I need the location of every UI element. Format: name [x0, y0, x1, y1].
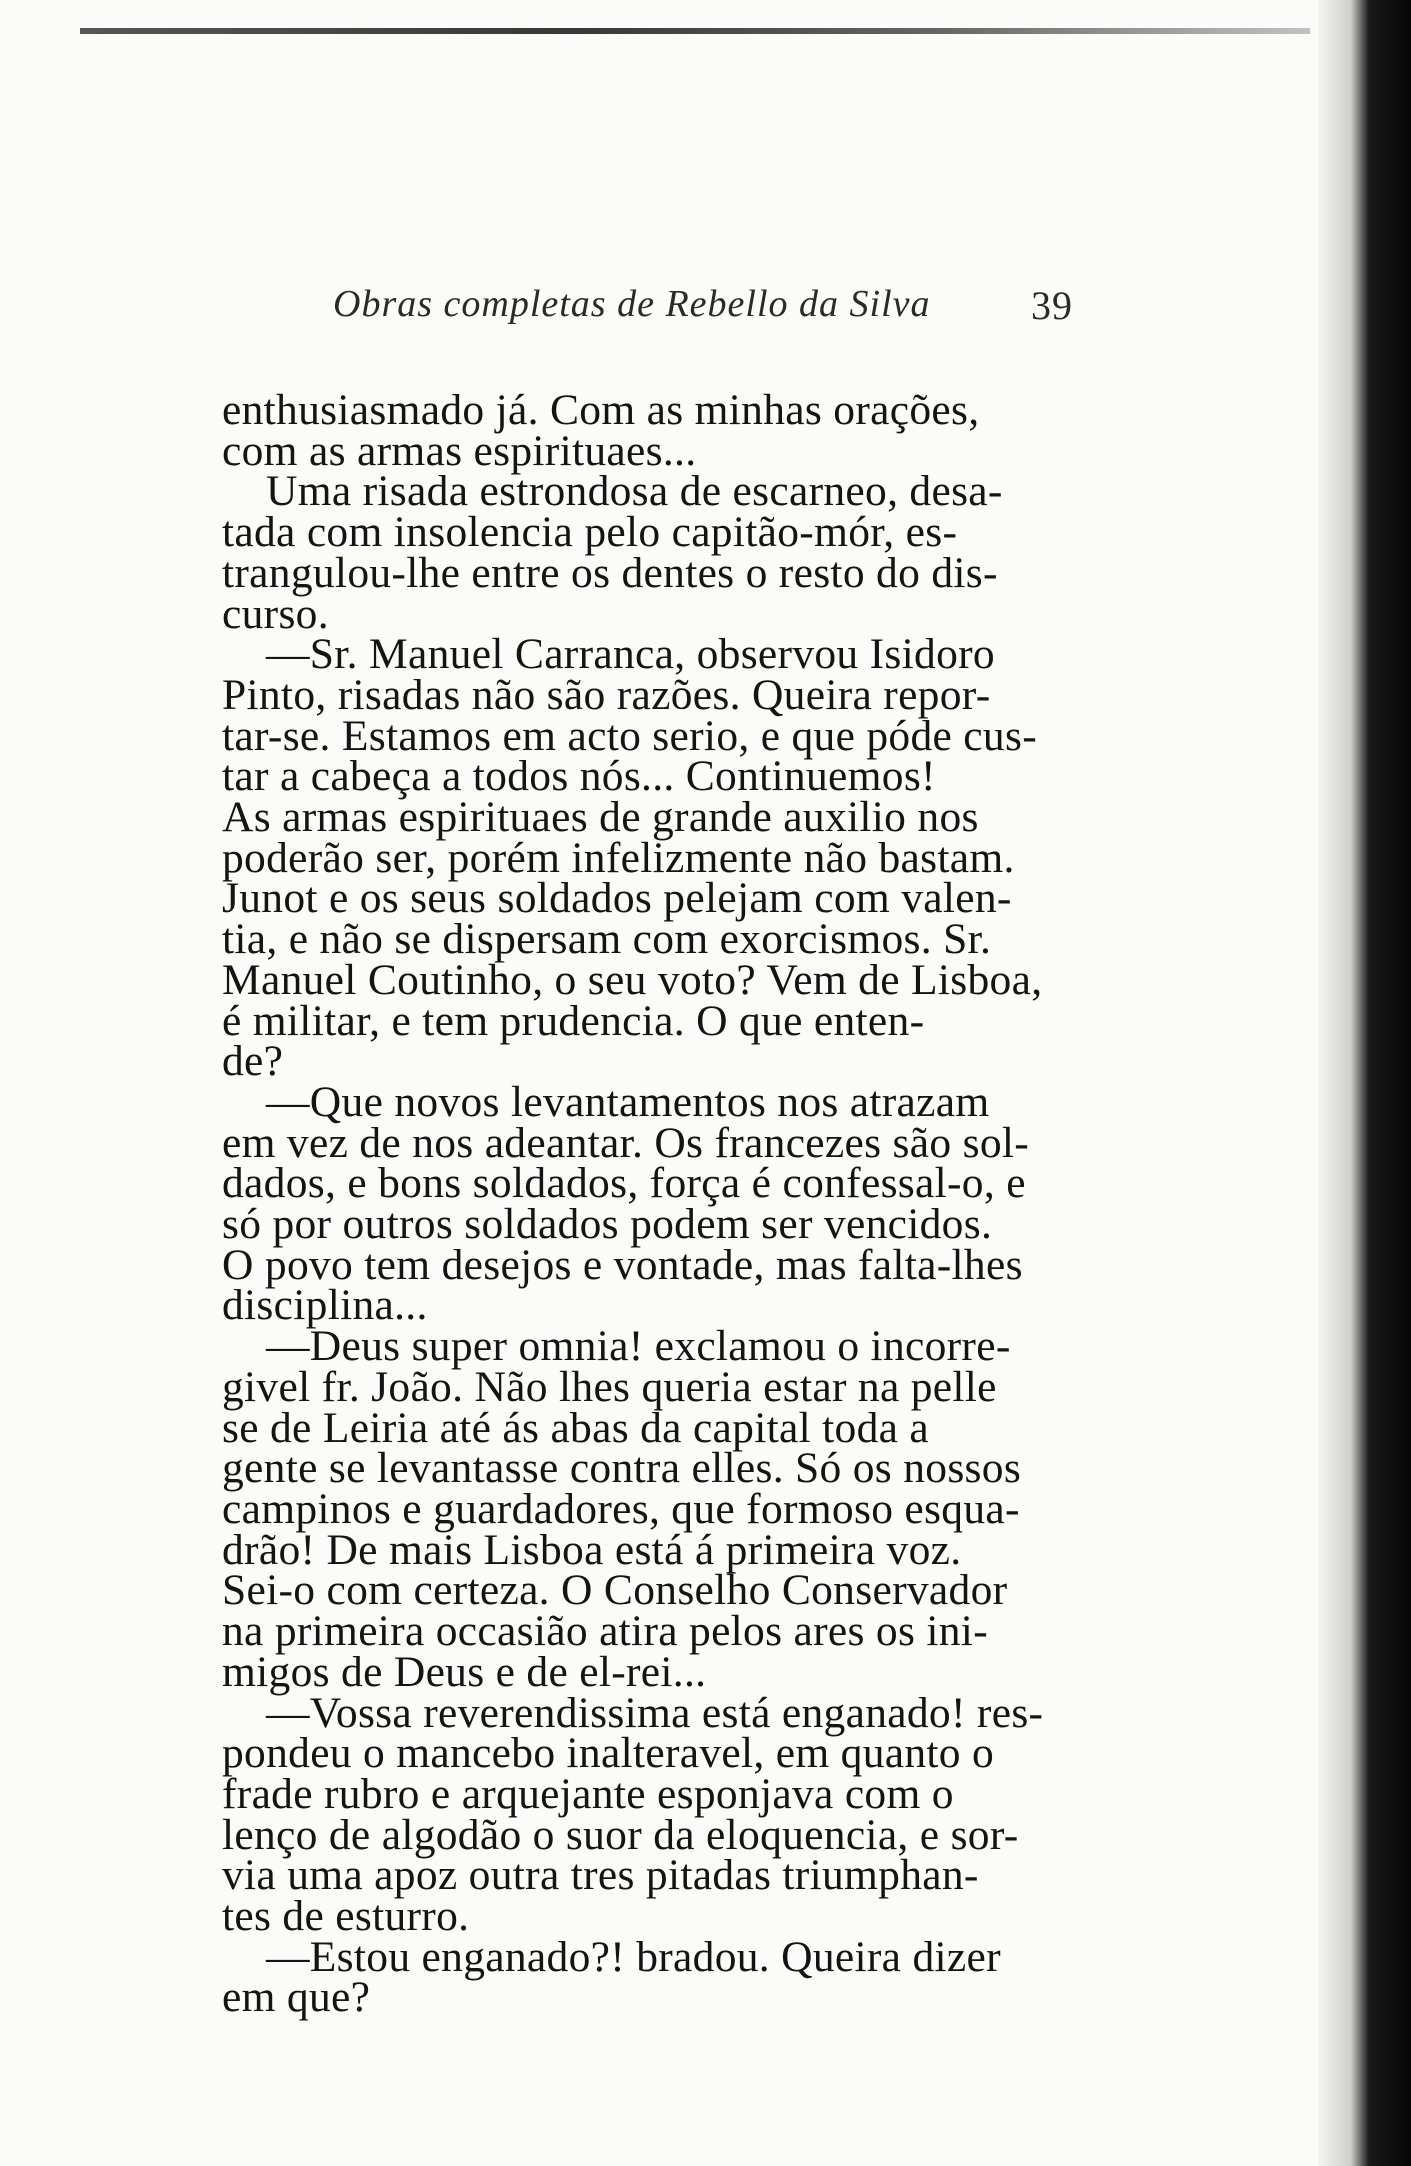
text-line: gente se levantasse contra elles. Só os nossos	[222, 1444, 1022, 1493]
text-line: Sei-o com certeza. O Conselho Conservador	[222, 1566, 1008, 1615]
text-line: disciplina...	[222, 1281, 428, 1330]
text-line: campinos e guardadores, que formoso esqua-	[222, 1484, 1020, 1533]
text-line: —Estou enganado?! bradou. Queira dizer	[266, 1932, 1001, 1981]
text-line: tar a cabeça a todos nós... Continuemos!	[222, 752, 936, 801]
text-line: tes de esturro.	[222, 1892, 470, 1941]
text-line: As armas espirituaes de grande auxilio nos	[222, 793, 979, 842]
text-line: pondeu o mancebo inalteravel, em quanto o	[222, 1729, 995, 1778]
text-line: frade rubro e arquejante esponjava com o	[222, 1769, 954, 1818]
text-line: de?	[222, 1037, 284, 1086]
text-line: poderão ser, porém infelizmente não bastam.	[222, 833, 1015, 882]
text-line: se de Leiria até ás abas da capital toda a	[222, 1403, 930, 1452]
running-head-title: Obras completas de Rebello da Silva	[333, 283, 931, 325]
text-line: via uma apoz outra tres pitadas triumphan-	[222, 1851, 979, 1900]
text-line: Uma risada estrondosa de escarneo, desa-	[266, 467, 1003, 516]
text-line: O povo tem desejos e vontade, mas falta-lhes	[222, 1240, 1023, 1289]
text-line: —Que novos levantamentos nos atrazam	[266, 1077, 990, 1126]
text-line: em vez de nos adeantar. Os francezes são sol-	[222, 1118, 1030, 1167]
text-line: —Vossa reverendissima está enganado! res-	[266, 1688, 1044, 1737]
text-line: tia, e não se dispersam com exorcismos. Sr.	[222, 915, 992, 964]
text-line: é militar, e tem prudencia. O que enten-	[222, 996, 925, 1045]
text-line: Pinto, risadas não são razões. Queira repor-	[222, 670, 991, 719]
body-text	[222, 386, 1082, 2022]
text-line: Manuel Coutinho, o seu voto? Vem de Lisboa,	[222, 955, 1043, 1004]
book-spine-shadow	[1318, 0, 1411, 2166]
text-line: enthusiasmado já. Com as minhas orações,	[222, 386, 980, 434]
text-line: migos de Deus e de el-rei...	[222, 1647, 707, 1696]
text-line: dados, e bons soldados, força é confessal-o, e	[222, 1159, 1026, 1208]
text-line: trangulou-lhe entre os dentes o resto do dis-	[222, 548, 998, 597]
text-line: curso.	[222, 589, 329, 638]
page-number: 39	[1031, 283, 1073, 328]
top-edge-rule	[80, 28, 1310, 34]
text-line: em que?	[222, 1973, 371, 2022]
text-line: com as armas espirituaes...	[222, 426, 697, 475]
text-line: tada com insolencia pelo capitão-mór, es-	[222, 508, 958, 557]
text-line: só por outros soldados podem ser vencidos.	[222, 1200, 993, 1249]
text-line: lenço de algodão o suor da eloquencia, e sor-	[222, 1810, 1019, 1859]
text-line: —Deus super omnia! exclamou o incorre-	[266, 1322, 1011, 1371]
text-line: givel fr. João. Não lhes queria estar na pelle	[222, 1362, 997, 1411]
text-line: Junot e os seus soldados pelejam com valen-	[222, 874, 1012, 923]
text-line: drão! De mais Lisboa está á primeira voz.	[222, 1525, 962, 1574]
text-line: na primeira occasião atira pelos ares os ini-	[222, 1607, 988, 1656]
running-head	[333, 282, 1073, 332]
text-line: —Sr. Manuel Carranca, observou Isidoro	[266, 630, 995, 679]
text-line: tar-se. Estamos em acto serio, e que póde cus-	[222, 711, 1037, 760]
